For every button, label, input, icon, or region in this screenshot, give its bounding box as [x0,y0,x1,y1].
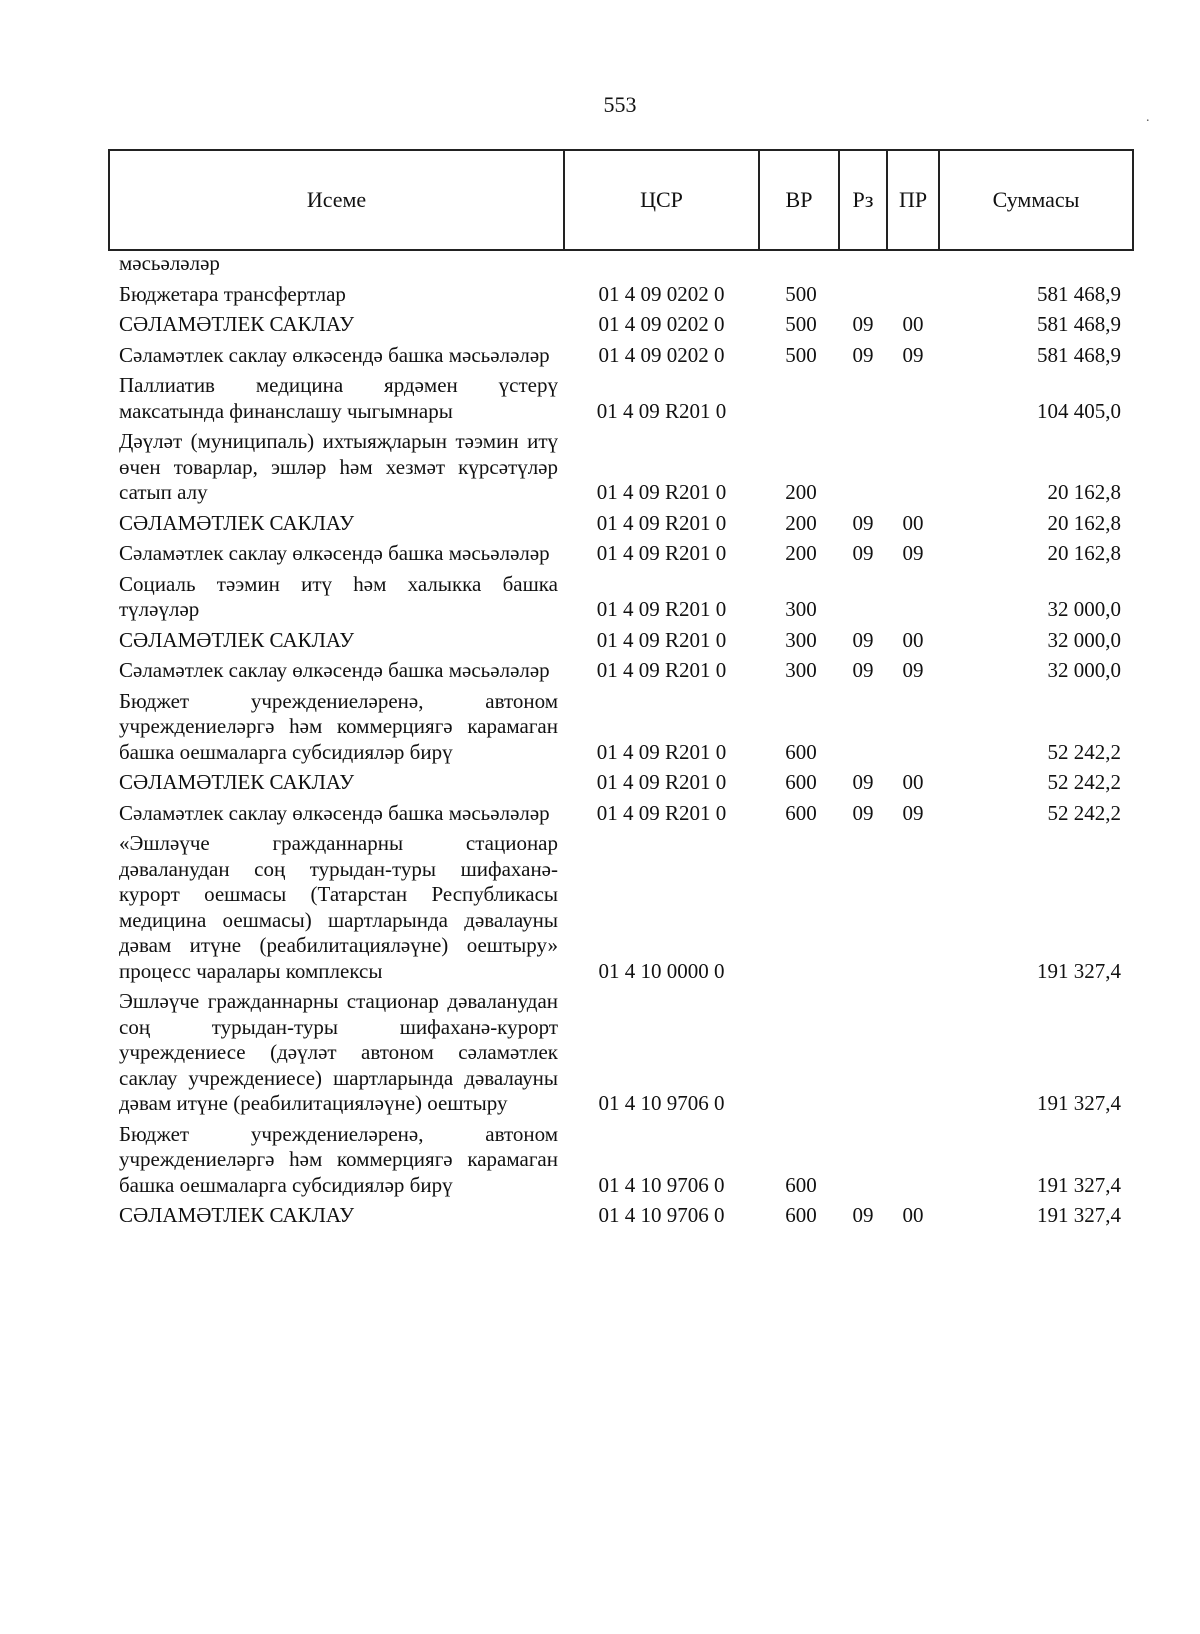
table-row [109,250,1133,278]
cell-name: СӘЛАМӘТЛЕК САКЛАУ [119,312,355,336]
cell-pr: 00 [902,312,924,336]
cell-csr: 01 4 09 R201 0 [596,480,727,504]
cell-sum: 191 327,4 [1037,958,1121,983]
header-csr: ЦСР [564,150,759,250]
table-body [109,250,1133,1230]
cell-csr: 01 4 09 0202 0 [598,281,725,306]
cell-sum [939,250,1133,278]
cell-vr: 500 [785,342,817,367]
cell-pr [887,985,939,1118]
cell-pr: 00 [902,510,924,535]
cell-vr [759,250,839,278]
cell-vr: 300 [785,627,817,652]
cell-pr [887,250,939,278]
cell-sum: 581 468,9 [1037,312,1121,336]
cell-csr: 01 4 09 0202 0 [598,312,725,336]
cell-sum: 20 162,8 [1047,510,1121,535]
cell-csr: 01 4 09 0202 0 [598,342,725,367]
cell-sum: 52 242,2 [1047,770,1121,794]
cell-sum: 32 000,0 [1047,658,1121,682]
cell-rz: 09 [852,800,874,825]
cell-name: СӘЛАМӘТЛЕК САКЛАУ [119,770,355,794]
cell-vr: 200 [785,480,817,504]
cell-vr [759,985,839,1118]
table-row [109,985,1133,1118]
table-row [109,797,1133,828]
cell-sum: 191 327,4 [1037,1091,1121,1115]
cell-pr: 09 [902,342,924,367]
table-row [109,624,1133,655]
cell-csr: 01 4 10 9706 0 [598,1172,725,1197]
cell-csr: 01 4 09 R201 0 [596,597,727,621]
cell-rz [839,425,887,507]
cell-vr [759,827,839,985]
cell-rz: 09 [852,510,874,535]
cell-name: Сәламәтлек саклау өлкәсендә башка мәсьәләләр [119,541,550,565]
cell-vr: 600 [785,1203,817,1227]
cell-name: Бюджет учреждениеләренә, автоном учреждениеләргә һәм коммерциягә карамаган башка оешмаларга субсидияләр бирү [119,688,558,764]
cell-name: Сәламәтлек саклау өлкәсендә башка мәсьәләләр [119,800,550,825]
cell-name: мәсьәләләр [119,251,220,275]
table-row [109,827,1133,985]
cell-vr: 600 [785,739,817,764]
cell-csr: 01 4 09 R201 0 [596,800,727,825]
cell-name: Бюджетара трансфертлар [119,281,346,306]
table-row [109,568,1133,624]
cell-vr: 300 [785,597,817,621]
table-row [109,654,1133,685]
cell-vr: 300 [785,658,817,682]
cell-sum: 32 000,0 [1047,627,1121,652]
table-row [109,537,1133,568]
cell-rz [839,278,887,309]
table-row [109,308,1133,339]
cell-pr [887,827,939,985]
table-row [109,685,1133,767]
cell-pr [887,369,939,425]
cell-name: СӘЛАМӘТЛЕК САКЛАУ [119,1203,355,1227]
table-row [109,1118,1133,1200]
cell-csr: 01 4 09 R201 0 [596,658,727,682]
cell-vr: 200 [785,541,817,565]
cell-sum: 52 242,2 [1047,800,1121,825]
cell-rz: 09 [852,1203,874,1227]
cell-name: Эшләүче гражданнарны стационар дәваланудан соң турыдан-туры шифаханә-курорт учреждениесе (дәүләт автоном сәламәтлек саклау учреждениесе) шартларында дәвалауны дәвам итүне (реабилитацияләүне) оештыру [119,989,558,1115]
cell-name: Паллиатив медицина ярдәмен үстерү максатында финанслашу чыгымнары [119,373,558,423]
cell-name: Бюджет учреждениеләренә, автоном учреждениеләргә һәм коммерциягә карамаган башка оешмаларга субсидияләр бирү [119,1121,558,1197]
cell-csr [564,250,759,278]
cell-rz [839,369,887,425]
cell-rz [839,1118,887,1200]
cell-rz: 09 [852,342,874,367]
cell-rz: 09 [852,312,874,336]
header-vr: ВР [759,150,839,250]
cell-pr [887,685,939,767]
cell-name: СӘЛАМӘТЛЕК САКЛАУ [119,627,355,652]
budget-table [108,149,1134,1230]
cell-sum: 104 405,0 [1037,398,1121,423]
cell-rz [839,250,887,278]
cell-name: «Эшләүче гражданнарны стационар дәваланудан соң турыдан-туры шифаханә-курорт оешмасы (Татарстан Республикасы медицина оешмасы) шартларында дәвалауны дәвам итүне (реабилитацияләүне) оештыру» процесс чаралары комплексы [119,831,558,983]
cell-sum: 20 162,8 [1047,480,1121,504]
header-pr: ПР [887,150,939,250]
cell-sum: 581 468,9 [1037,342,1121,367]
cell-sum: 52 242,2 [1047,739,1121,764]
cell-csr: 01 4 10 0000 0 [598,958,725,983]
cell-rz [839,685,887,767]
cell-csr: 01 4 09 R201 0 [596,541,727,565]
header-rz: Рз [839,150,887,250]
cell-pr: 00 [902,627,924,652]
cell-csr: 01 4 10 9706 0 [598,1091,725,1115]
header-name: Исеме [109,150,564,250]
cell-vr: 600 [785,770,817,794]
cell-rz: 09 [852,541,874,565]
table-row [109,278,1133,309]
cell-rz [839,568,887,624]
cell-vr: 600 [785,800,817,825]
cell-pr [887,425,939,507]
header-sum: Суммасы [939,150,1133,250]
cell-sum: 20 162,8 [1047,541,1121,565]
table-row [109,1199,1133,1230]
cell-name: Сәламәтлек саклау өлкәсендә башка мәсьәләләр [119,658,550,682]
table-row [109,339,1133,370]
cell-csr: 01 4 09 R201 0 [596,627,727,652]
cell-pr: 00 [902,1203,924,1227]
cell-rz [839,827,887,985]
cell-pr: 00 [902,770,924,794]
cell-pr [887,568,939,624]
cell-rz [839,985,887,1118]
cell-csr: 01 4 09 R201 0 [596,398,727,423]
cell-pr: 09 [902,658,924,682]
cell-vr: 500 [785,281,817,306]
page-number: 553 [603,92,637,117]
cell-vr: 500 [785,312,817,336]
cell-sum: 32 000,0 [1047,597,1121,621]
cell-pr [887,1118,939,1200]
cell-pr: 09 [902,800,924,825]
cell-sum: 581 468,9 [1037,281,1121,306]
cell-sum: 191 327,4 [1037,1172,1121,1197]
cell-rz: 09 [852,770,874,794]
cell-name: Социаль тәэмин итү һәм халыкка башка түләүләр [119,571,558,621]
cell-pr [887,278,939,309]
cell-csr: 01 4 09 R201 0 [596,739,727,764]
table-row [109,766,1133,797]
cell-name: Дәүләт (муниципаль) ихтыяҗларын тәэмин итү өчен товарлар, эшләр һәм хезмәт күрсәтүләр сатып алу [119,429,558,504]
cell-vr: 600 [785,1172,817,1197]
cell-name: СӘЛАМӘТЛЕК САКЛАУ [119,510,355,535]
cell-name: Сәламәтлек саклау өлкәсендә башка мәсьәләләр [119,342,550,367]
table-header [109,150,1133,250]
cell-rz: 09 [852,658,874,682]
cell-csr: 01 4 09 R201 0 [596,770,727,794]
cell-vr: 200 [785,510,817,535]
table-row [109,425,1133,507]
cell-rz: 09 [852,627,874,652]
table-row [109,507,1133,538]
scan-speck: . [1146,110,1150,125]
cell-sum: 191 327,4 [1037,1203,1121,1227]
cell-pr: 09 [902,541,924,565]
cell-vr [759,369,839,425]
table-row [109,369,1133,425]
cell-csr: 01 4 10 9706 0 [598,1203,725,1227]
cell-csr: 01 4 09 R201 0 [596,510,727,535]
